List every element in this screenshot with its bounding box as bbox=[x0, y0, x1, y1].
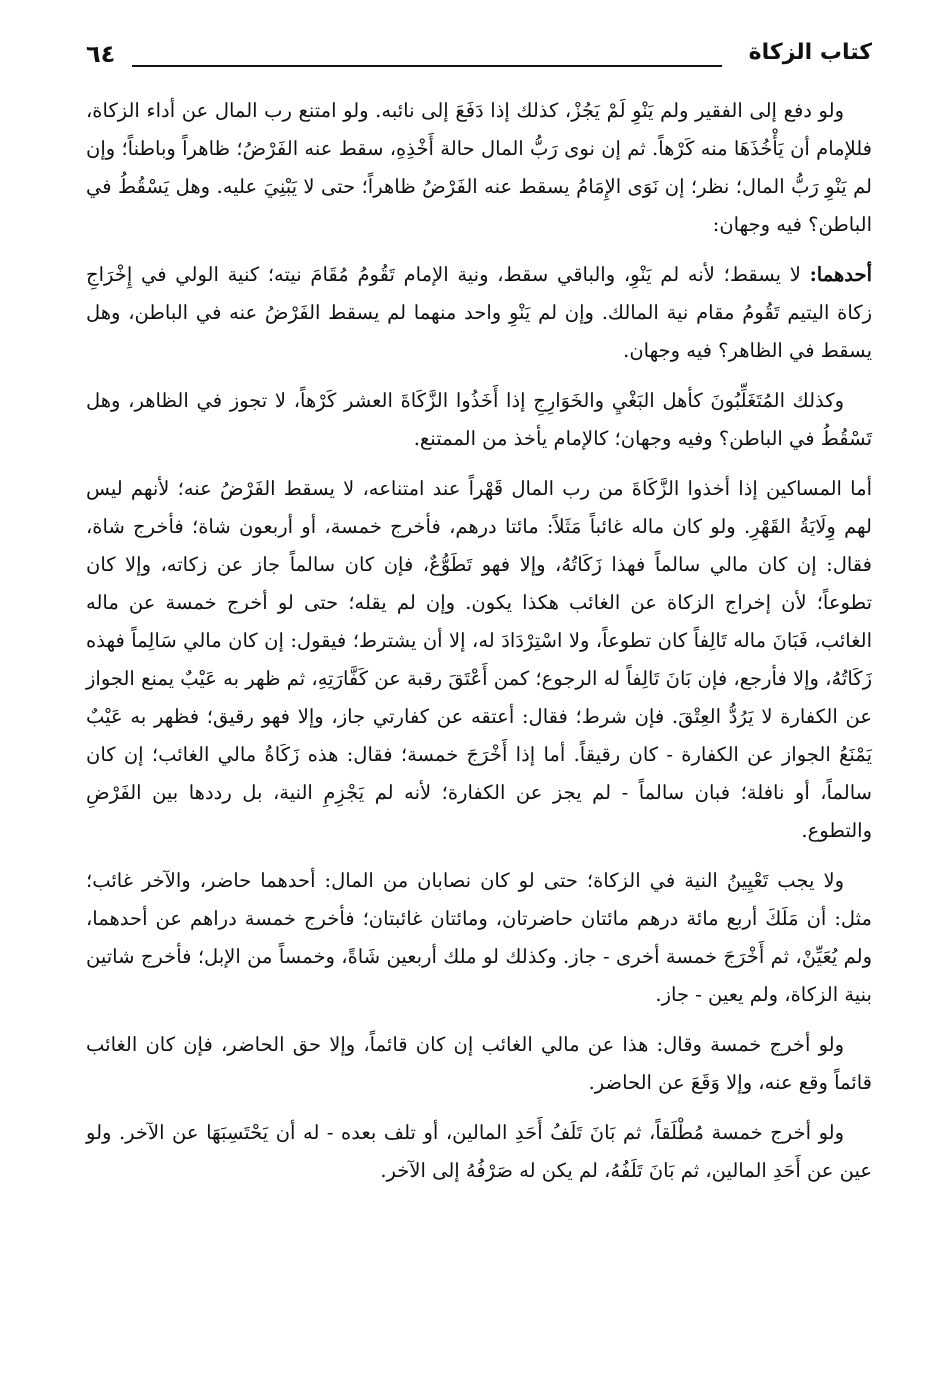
page-header bbox=[86, 38, 872, 82]
paragraph-text: ولو أخرج خمسة وقال: هذا عن مالي الغائب إن كان قائماً، وإلا حق الحاضر، فإن كان الغائب قائماً وقع عنه، وإلا وَقَعَ عن الحاضر. bbox=[86, 1033, 872, 1094]
paragraph-6 bbox=[86, 1026, 872, 1102]
paragraph-text: ولا يجب تَعْيِينُ النية في الزكاة؛ حتى لو كان نصابان من المال: أحدهما حاضر، والآخر غائب؛ مثل: أن مَلَكَ أربع مائة درهم مائتان حاضرتان، ومائتان غائبتان؛ فأخرج خمسة دراهم عن أحدهما، ولم يُعَيِّنْ، ثم أَخْرَجَ خمسة أخرى - جاز. وكذلك لو ملك أربعين شَاةً، وخمساً من الإبل؛ فأخرج شاتين بنية الزكاة، ولم يعين - جاز. bbox=[86, 869, 872, 1006]
paragraph-text: ولو أخرج خمسة مُطْلَقاً، ثم بَانَ تَلَفُ أَحَدِ المالين، أو تلف بعده - له أن يَحْتَسِبَهَا عن الآخر. ولو عين عن أَحَدِ المالين، ثم بَانَ تَلَفُهُ، لم يكن له صَرْفُهُ إلى الآخر. bbox=[86, 1121, 872, 1182]
paragraph-3 bbox=[86, 382, 872, 458]
paragraph-text: أما المساكين إذا أخذوا الزَّكَاةَ من رب المال قَهْراً عند امتناعه، لا يسقط الفَرْضُ عنه؛ لأنهم ليس لهم وِلَايَةُ القَهْرِ. ولو كان ماله غائباً مَثَلاً: مائتا درهم، فأخرج خمسة، أو أربعون شاة؛ فأخرج شاة، فقال: إن كان مالي سالماً فهذا زَكَاتُهُ، وإلا فهو تَطَوُّعٌ، فإن كان سالماً جاز عن زكاته، وإلا كان تطوعاً؛ لأن إخراج الزكاة عن الغائب هكذا يكون. وإن لم يقله؛ حتى لو أخرج خمسة عن ماله الغائب، فَبَانَ ماله تَالِفاً كان تطوعاً، ولا اسْتِرْدَادَ له، إلا أن يشترط؛ فيقول: إن كان مالي سَالِماً فهذه زَكَاتُهُ، وإلا فأرجع، فإن بَانَ تَالِفاً له الرجوع؛ كمن أَعْتَقَ رقبة عن كَفَّارَتِهِ، ثم ظهر به عَيْبٌ يمنع الجواز عن الكفارة لا يَرُدُّ العِتْقَ. فإن شرط؛ فقال: أعتقه عن كفارتي جاز، وإلا فهو رقيق؛ فظهر به عَيْبٌ يَمْنَعُ الجواز عن الكفارة - كان رقيقاً. أما إذا أَخْرَجَ خمسة؛ فقال: هذه زَكَاةُ مالي الغائب؛ إن كان سالماً، أو نافلة؛ فبان سالماً - لم يجز عن الكفارة؛ لأنه لم يَجْزِمِ النية، بل رددها بين الفَرْضِ والتطوع. bbox=[86, 477, 872, 842]
paragraph-text: وكذلك المُتَغَلِّبُونَ كأهل البَغْيِ والخَوَارِجِ إذا أَخَذُوا الزَّكَاةَ العشر كَرْهاً، لا تجوز في الظاهر، وهل تَسْقُطُ في الباطن؟ وفيه وجهان؛ كالإمام يأخذ من الممتنع. bbox=[86, 389, 872, 450]
paragraph-1 bbox=[86, 92, 872, 244]
paragraph-2 bbox=[86, 256, 872, 370]
paragraph-4 bbox=[86, 470, 872, 850]
paragraph-7 bbox=[86, 1114, 872, 1190]
paragraph-lead: أحدهما: bbox=[809, 263, 872, 286]
paragraph-text: ولو دفع إلى الفقير ولم يَنْوِ لَمْ يَجُزْ، كذلك إذا دَفَعَ إلى نائبه. ولو امتنع رب المال عن أداء الزكاة، فللإمام أن يَأْخُذَهَا منه كَرْهاً. ثم إن نوى رَبُّ المال حالة أَخْذِهِ، سقط عنه الفَرْضُ؛ ظاهراً وباطناً؛ وإن لم يَنْوِ رَبُّ المال؛ نظر؛ إن نَوَى الإِمَامُ يسقط عنه الفَرْضُ ظاهراً؛ حتى لا يَبْنِيَ عليه. وهل يَسْقُطُ في الباطن؟ فيه وجهان: bbox=[86, 99, 872, 236]
header-rule bbox=[132, 65, 722, 67]
paragraph-5 bbox=[86, 862, 872, 1014]
body-text bbox=[86, 92, 872, 1202]
page-number: ٦٤ bbox=[86, 40, 116, 68]
book-title: كتاب الزكاة bbox=[748, 40, 872, 65]
paragraph-text: لا يسقط؛ لأنه لم يَنْوِ، والباقي سقط، ونية الإمام تَقُومُ مُقَامَ نيته؛ كنية الولي في إِخْرَاجِ زكاة اليتيم تَقُومُ مقام نية المالك. وإن لم يَنْوِ واحد منهما لم يسقط الفَرْضُ عنه في الباطن، وهل يسقط في الظاهر؟ فيه وجهان. bbox=[86, 263, 872, 362]
